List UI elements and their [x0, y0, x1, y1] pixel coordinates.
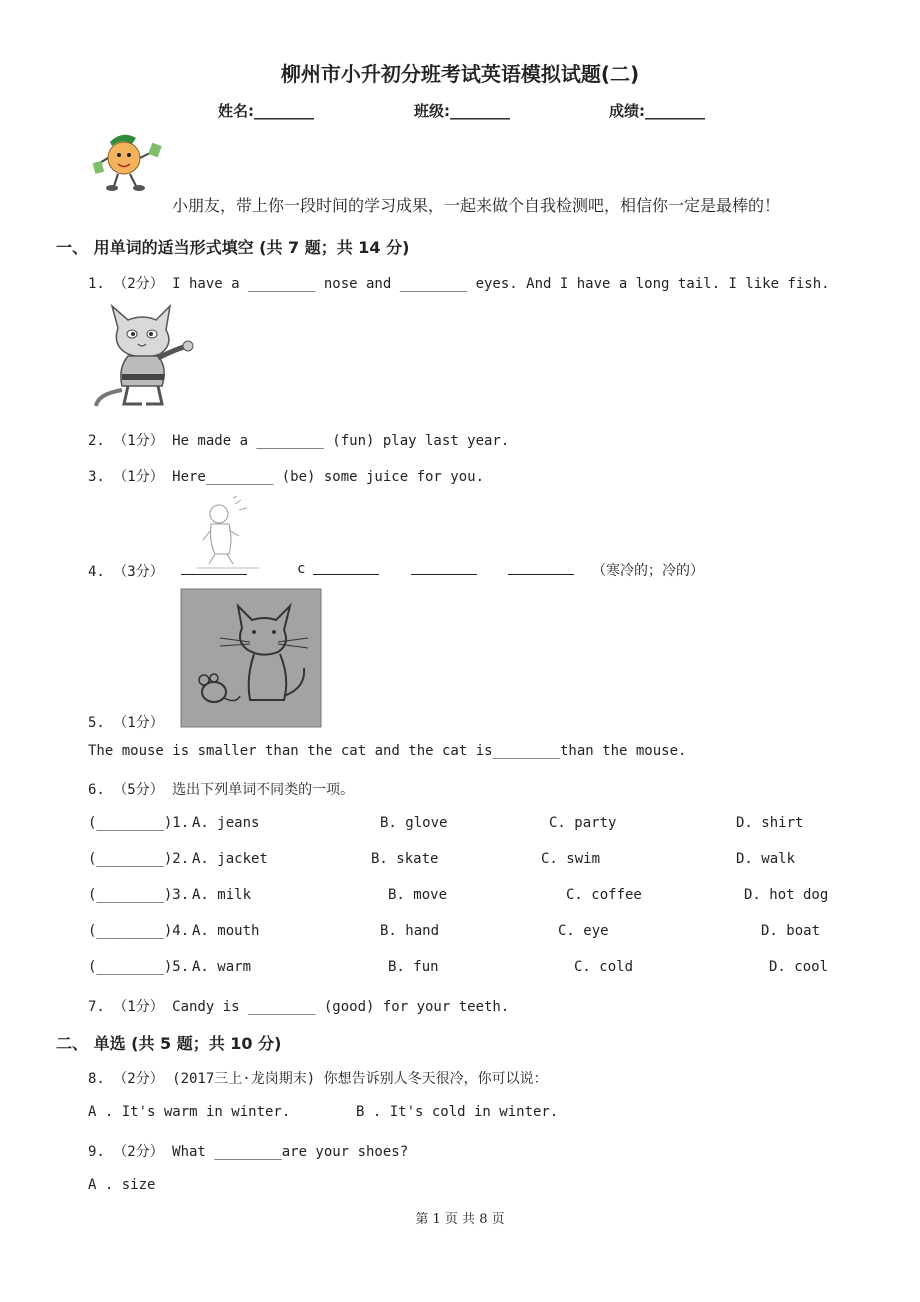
q6-row-5-option-a: A. warm: [192, 959, 252, 975]
mascot-illustration: [92, 128, 170, 196]
cat-illustration: [88, 298, 200, 410]
q6-row-1-option-a: A. jeans: [192, 815, 260, 831]
score-field[interactable]: 成绩:________: [609, 102, 705, 120]
class-field[interactable]: 班级:________: [414, 102, 510, 120]
page-number: 第 1 页 共 8 页: [415, 1212, 505, 1227]
answer-blank[interactable]: [508, 560, 574, 575]
question-7: 7. （1分） Candy is ________ (good) for your teeth.: [88, 999, 510, 1015]
question-6: 6. （5分） 选出下列单词不同类的一项。: [88, 782, 355, 798]
answer-blank[interactable]: [411, 560, 477, 575]
q9-option-a[interactable]: A . size: [88, 1177, 156, 1193]
q8-option-b[interactable]: B . It's cold in winter.: [356, 1104, 559, 1120]
q6-row-4-number[interactable]: (________)4.: [88, 923, 190, 939]
question-4-hint: （寒冷的；冷的）: [592, 563, 704, 579]
q6-row-1-option-d: D. shirt: [736, 815, 804, 831]
q6-row-5-option-b: B. fun: [388, 959, 439, 975]
q6-row-3-option-d: D. hot dog: [744, 887, 829, 903]
section-1-heading: 一、 用单词的适当形式填空 (共 7 题；共 14 分): [56, 238, 410, 257]
q6-row-3-option-c: C. coffee: [566, 887, 642, 903]
cat-and-mouse-picture: [180, 588, 322, 728]
answer-blank[interactable]: [313, 560, 379, 575]
q6-row-3-option-a: A. milk: [192, 887, 252, 903]
q6-row-5-option-d: D. cool: [769, 959, 829, 975]
q6-row-4-option-b: B. hand: [380, 923, 440, 939]
q6-row-5-option-c: C. cold: [574, 959, 634, 975]
section-2-heading: 二、 单选 (共 5 题；共 10 分): [56, 1034, 282, 1053]
question-5-number: 5. （1分）: [88, 715, 164, 731]
q6-row-2-number[interactable]: (________)2.: [88, 851, 190, 867]
question-3: 3. （1分） Here________ (be) some juice for you.: [88, 469, 485, 485]
q6-row-2-option-d: D. walk: [736, 851, 796, 867]
q6-row-2-option-a: A. jacket: [192, 851, 268, 867]
q6-row-1-option-c: C. party: [549, 815, 617, 831]
name-field[interactable]: 姓名:________: [218, 102, 314, 120]
q6-row-5-number[interactable]: (________)5.: [88, 959, 190, 975]
intro-text: 小朋友，带上你一段时间的学习成果，一起来做个自我检测吧，相信你一定是最棒的！: [172, 196, 781, 215]
q6-row-3-option-b: B. move: [388, 887, 448, 903]
question-2: 2. （1分） He made a ________ (fun) play last year.: [88, 433, 510, 449]
q6-row-4-option-a: A. mouth: [192, 923, 260, 939]
q6-row-2-option-c: C. swim: [541, 851, 601, 867]
question-8: 8. （2分） (2017三上·龙岗期末) 你想告诉别人冬天很冷，你可以说：: [88, 1071, 548, 1087]
q8-option-a[interactable]: A . It's warm in winter.: [88, 1104, 291, 1120]
question-5-text: The mouse is smaller than the cat and the cat is________than the mouse.: [88, 743, 687, 759]
q6-row-2-option-b: B. skate: [371, 851, 439, 867]
question-4-number: 4. （3分）: [88, 564, 164, 580]
question-4-letter: c: [297, 561, 306, 577]
cold-person-sketch: [195, 496, 261, 570]
answer-blank[interactable]: [181, 560, 247, 575]
question-1: 1. （2分） I have a ________ nose and ________ eyes. And I have a long tail. I like fish.: [88, 276, 830, 292]
q6-row-3-number[interactable]: (________)3.: [88, 887, 190, 903]
q6-row-4-option-c: C. eye: [558, 923, 609, 939]
q6-row-4-option-d: D. boat: [761, 923, 821, 939]
q6-row-1-number[interactable]: (________)1.: [88, 815, 190, 831]
q6-row-1-option-b: B. glove: [380, 815, 448, 831]
question-9: 9. （2分） What ________are your shoes?: [88, 1144, 409, 1160]
page-title: 柳州市小升初分班考试英语模拟试题(二): [280, 62, 640, 86]
